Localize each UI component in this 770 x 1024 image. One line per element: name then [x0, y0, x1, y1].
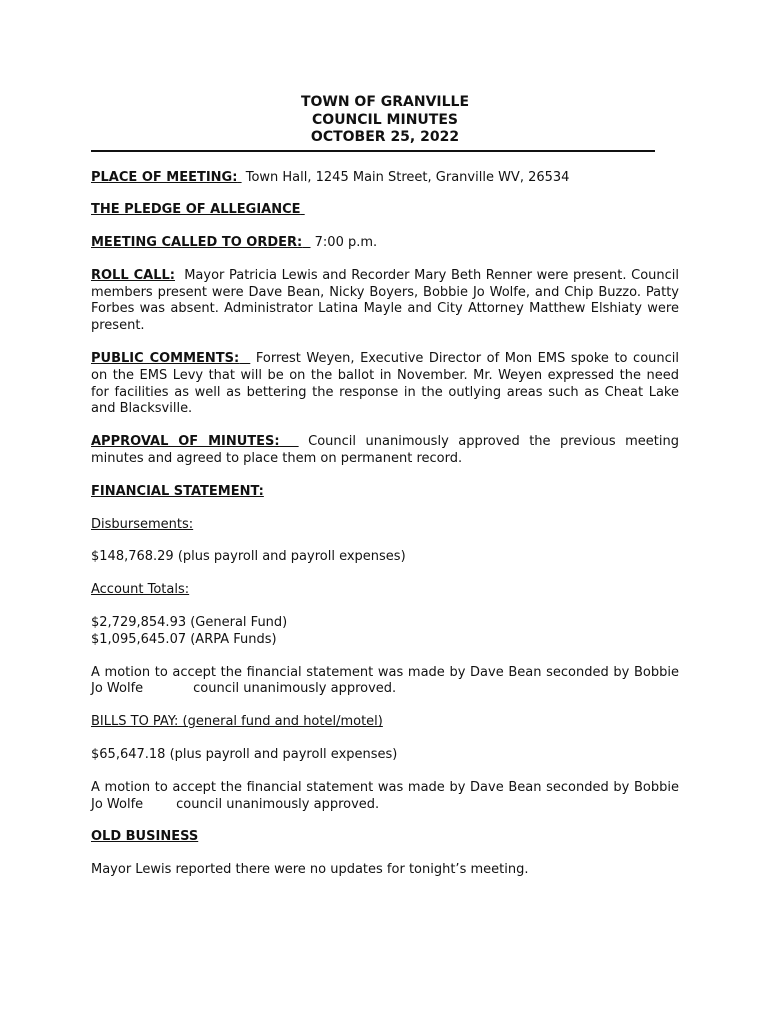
financial-motion — [91, 665, 679, 699]
place-text: Town Hall, 1245 Main Street, Granville WV, 26534 — [245, 169, 570, 185]
pledge-section — [91, 202, 679, 219]
bills-motion-text: A motion to accept the financial statement was made by Dave Bean seconded by Bobbie Jo Wolfe — [91, 779, 679, 812]
pledge-heading: THE PLEDGE OF ALLEGIANCE — [91, 202, 301, 218]
general-fund-total: $2,729,854.93 (General Fund) — [91, 615, 288, 631]
approval-of-minutes — [91, 434, 679, 468]
account-totals-label: Account Totals: — [91, 582, 190, 598]
approval-text: Council unanimously approved the previous meeting minutes and agreed to place them on permanent record. — [91, 434, 679, 467]
disbursements-label: Disbursements: — [91, 516, 194, 532]
bills-motion-result: council unanimously approved. — [176, 796, 380, 812]
financial-motion-result: council unanimously approved. — [193, 681, 397, 697]
arpa-funds-total: $1,095,645.07 (ARPA Funds) — [91, 631, 277, 647]
bills-to-pay-label-row — [91, 714, 679, 731]
bills-to-pay-value: $65,647.18 (plus payroll and payroll expenses) — [91, 747, 398, 763]
old-business-text: Mayor Lewis reported there were no updates for tonight’s meeting. — [91, 862, 529, 878]
public-comments-text: Forrest Weyen, Executive Director of Mon EMS spoke to council on the EMS Levy that will be on the ballot in November. Mr. Weyen expressed the need for facilities as well as bettering the response in the outlying areas such as Cheat Lake and Blacksville. — [91, 351, 679, 417]
old-business-heading-row — [91, 829, 679, 846]
roll-call-heading: ROLL CALL: — [91, 267, 175, 283]
order-heading: MEETING CALLED TO ORDER: — [91, 235, 303, 251]
public-comments — [91, 351, 679, 418]
place-of-meeting — [91, 170, 679, 187]
roll-call — [91, 268, 679, 335]
called-to-order — [91, 235, 679, 252]
title-date: OCTOBER 25, 2022 — [310, 129, 460, 145]
financial-motion-text: A motion to accept the financial statement was made by Dave Bean seconded by Bobbie Jo Wolfe — [91, 664, 679, 697]
minutes-body — [91, 94, 679, 879]
account-totals-label-row — [91, 582, 679, 599]
roll-call-text: Mayor Patricia Lewis and Recorder Mary Beth Renner were present. Council members present were Dave Bean, Nicky Boyers, Bobbie Jo Wolfe, and Chip Buzzo. Patty Forbes was absent. Administrator Latina Mayle and City Attorney Matthew Elshiaty were present. — [91, 267, 679, 334]
place-heading: PLACE OF MEETING: — [91, 169, 238, 185]
disbursements-value: $148,768.29 (plus payroll and payroll expenses) — [91, 549, 406, 565]
document-title — [91, 94, 679, 147]
financial-heading: FINANCIAL STATEMENT: — [91, 483, 264, 499]
disbursements-label-row — [91, 517, 679, 534]
order-time: 7:00 p.m. — [314, 235, 378, 251]
bills-to-pay-heading: BILLS TO PAY: (general fund and hotel/motel) — [91, 714, 383, 730]
approval-heading: APPROVAL OF MINUTES: — [91, 434, 280, 450]
account-totals — [91, 615, 679, 649]
title-town: TOWN OF GRANVILLE — [300, 94, 470, 110]
public-comments-heading: PUBLIC COMMENTS: — [91, 351, 240, 367]
bills-motion — [91, 780, 679, 814]
title-minutes: COUNCIL MINUTES — [312, 111, 458, 128]
title-divider — [91, 150, 655, 152]
financial-heading-row — [91, 484, 679, 501]
old-business-heading: OLD BUSINESS — [91, 829, 199, 845]
